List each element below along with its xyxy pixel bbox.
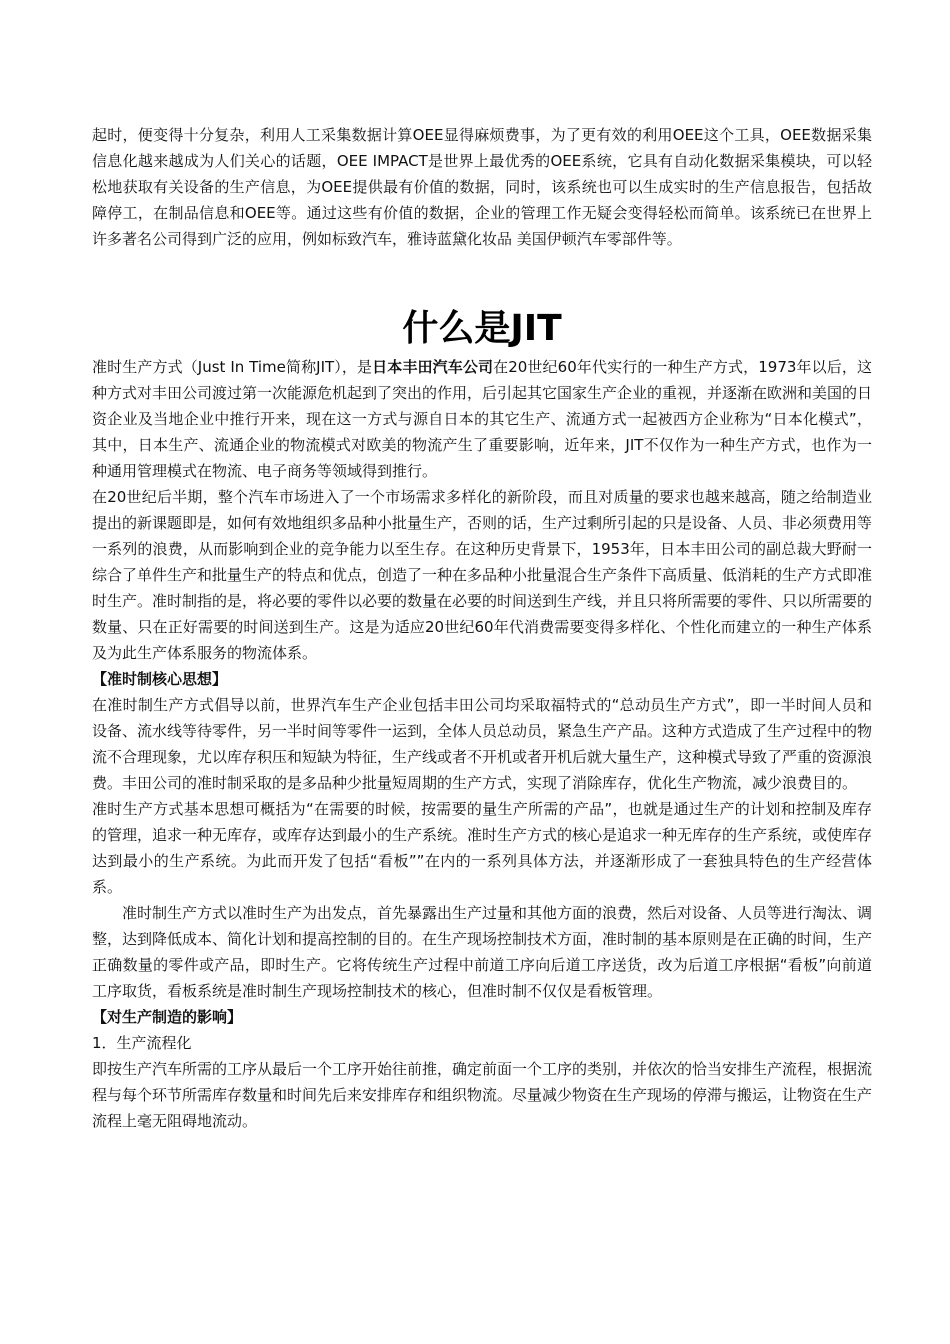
core-idea-paragraph-2: 准时生产方式基本思想可概括为“在需要的时候，按需要的量生产所需的产品”，也就是通过生产的计划和控制及库存的管理，追求一种无库存，或库存达到最小的生产系统。准时生产方式的核心是追求一种无库存的生产系统，或使库存达到最小的生产系统。为此而开发了包括“看板””在内的一系列具体方法，并逐渐形成了一套独具特色的生产经营体系。 bbox=[92, 800, 873, 896]
toyota-bold-text: 日本丰田汽车公司 bbox=[372, 358, 494, 376]
core-idea-paragraph-1: 在准时制生产方式倡导以前，世界汽车生产企业包括丰田公司均采取福特式的“总动员生产方式”，即一半时间人员和设备、流水线等待零件，另一半时间等零件一运到，全体人员总动员，紧急生产产品。这种方式造成了生产过程中的物流不合理现象，尤以库存积压和短缺为特征，生产线或者不开机或者开机后就大量生产，这种模式导致了严重的资源浪费。丰田公司的准时制采取的是多品种少批量短周期的生产方式，实现了消除库存，优化生产物流，减少浪费目的。 bbox=[92, 696, 873, 792]
jit-definition-rest: 在20世纪60年代实行的一种生产方式，1973年以后，这种方式对丰田公司渡过第一次能源危机起到了突出的作用，后引起其它国家生产企业的重视，并逐渐在欧洲和美国的日资企业及当地企业中推行开来，现在这一方式与源自日本的其它生产、流通方式一起被西方企业称为“日本化模式”，其中，日本生产、流通企业的物流模式对欧美的物流产生了重要影响，近年来，JIT不仅作为一种生产方式，也作为一种通用管理模式在物流、电子商务等领域得到推行。 bbox=[92, 358, 873, 480]
section-gap bbox=[92, 252, 872, 304]
jit-history-paragraph: 在20世纪后半期，整个汽车市场进入了一个市场需求多样化的新阶段，而且对质量的要求也越来越高，随之给制造业提出的新课题即是，如何有效地组织多品种小批量生产，否则的话，生产过剩所引起的只是设备、人员、非必须费用等一系列的浪费，从而影响到企业的竞争能力以至生存。在这种历史背景下，1953年，日本丰田公司的副总裁大野耐一综合了单件生产和批量生产的特点和优点，创造了一种在多品种小批量混合生产条件下高质量、低消耗的生产方式即准时生产。准时制指的是，将必要的零件以必要的数量在必要的时间送到生产线，并且只将所需要的零件、只以所需要的数量、只在正好需要的时间送到生产。这是为适应20世纪60年代消费需要变得多样化、个性化而建立的一种生产体系及为此生产体系服务的物流体系。 bbox=[92, 488, 873, 662]
jit-definition-paragraph bbox=[92, 354, 872, 484]
impact-item-1-text: 即按生产汽车所需的工序从最后一个工序开始往前推，确定前面一个工序的类别，并依次的恰当安排生产流程，根据流程与每个环节所需库存数量和时间先后来安排库存和组织物流。尽量减少物资在生产现场的停滞与搬运，让物资在生产流程上毫无阻碍地流动。 bbox=[92, 1060, 873, 1130]
document-page bbox=[92, 122, 872, 1134]
core-idea-heading: 【准时制核心思想】 bbox=[92, 670, 228, 688]
core-idea-paragraph-3: 准时制生产方式以准时生产为出发点，首先暴露出生产过量和其他方面的浪费，然后对设备、人员等进行淘汰、调整，达到降低成本、简化计划和提高控制的目的。在生产现场控制技术方面，准时制的基本原则是在正确的时间，生产正确数量的零件或产品，即时生产。它将传统生产过程中前道工序向后道工序送货，改为后道工序根据“看板”向前道工序取货，看板系统是准时制生产现场控制技术的核心，但准时制不仅仅是看板管理。 bbox=[92, 904, 873, 1000]
impact-item-1-title: 1．生产流程化 bbox=[92, 1034, 192, 1052]
jit-definition-lead: 准时生产方式（Just In Time简称JIT），是 bbox=[92, 358, 373, 376]
document-title: 什么是JIT bbox=[402, 308, 562, 349]
intro-paragraph: 起时，便变得十分复杂，利用人工采集数据计算OEE显得麻烦费事，为了更有效的利用OEE这个工具，OEE数据采集信息化越来越成为人们关心的话题，OEE IMPACT是世界上最优秀的OEE系统，它具有自动化数据采集模块，可以轻松地获取有关设备的生产信息，为OEE提供最有价值的数据，同时，该系统也可以生成实时的生产信息报告，包括故障停工，在制品信息和OEE等。通过这些有价值的数据，企业的管理工作无疑会变得轻松而简单。该系统已在世界上许多著名公司得到广泛的应用，例如标致汽车，雅诗蓝黛化妆品 美国伊顿汽车零部件等。 bbox=[92, 126, 872, 248]
impact-heading: 【对生产制造的影响】 bbox=[92, 1008, 243, 1026]
